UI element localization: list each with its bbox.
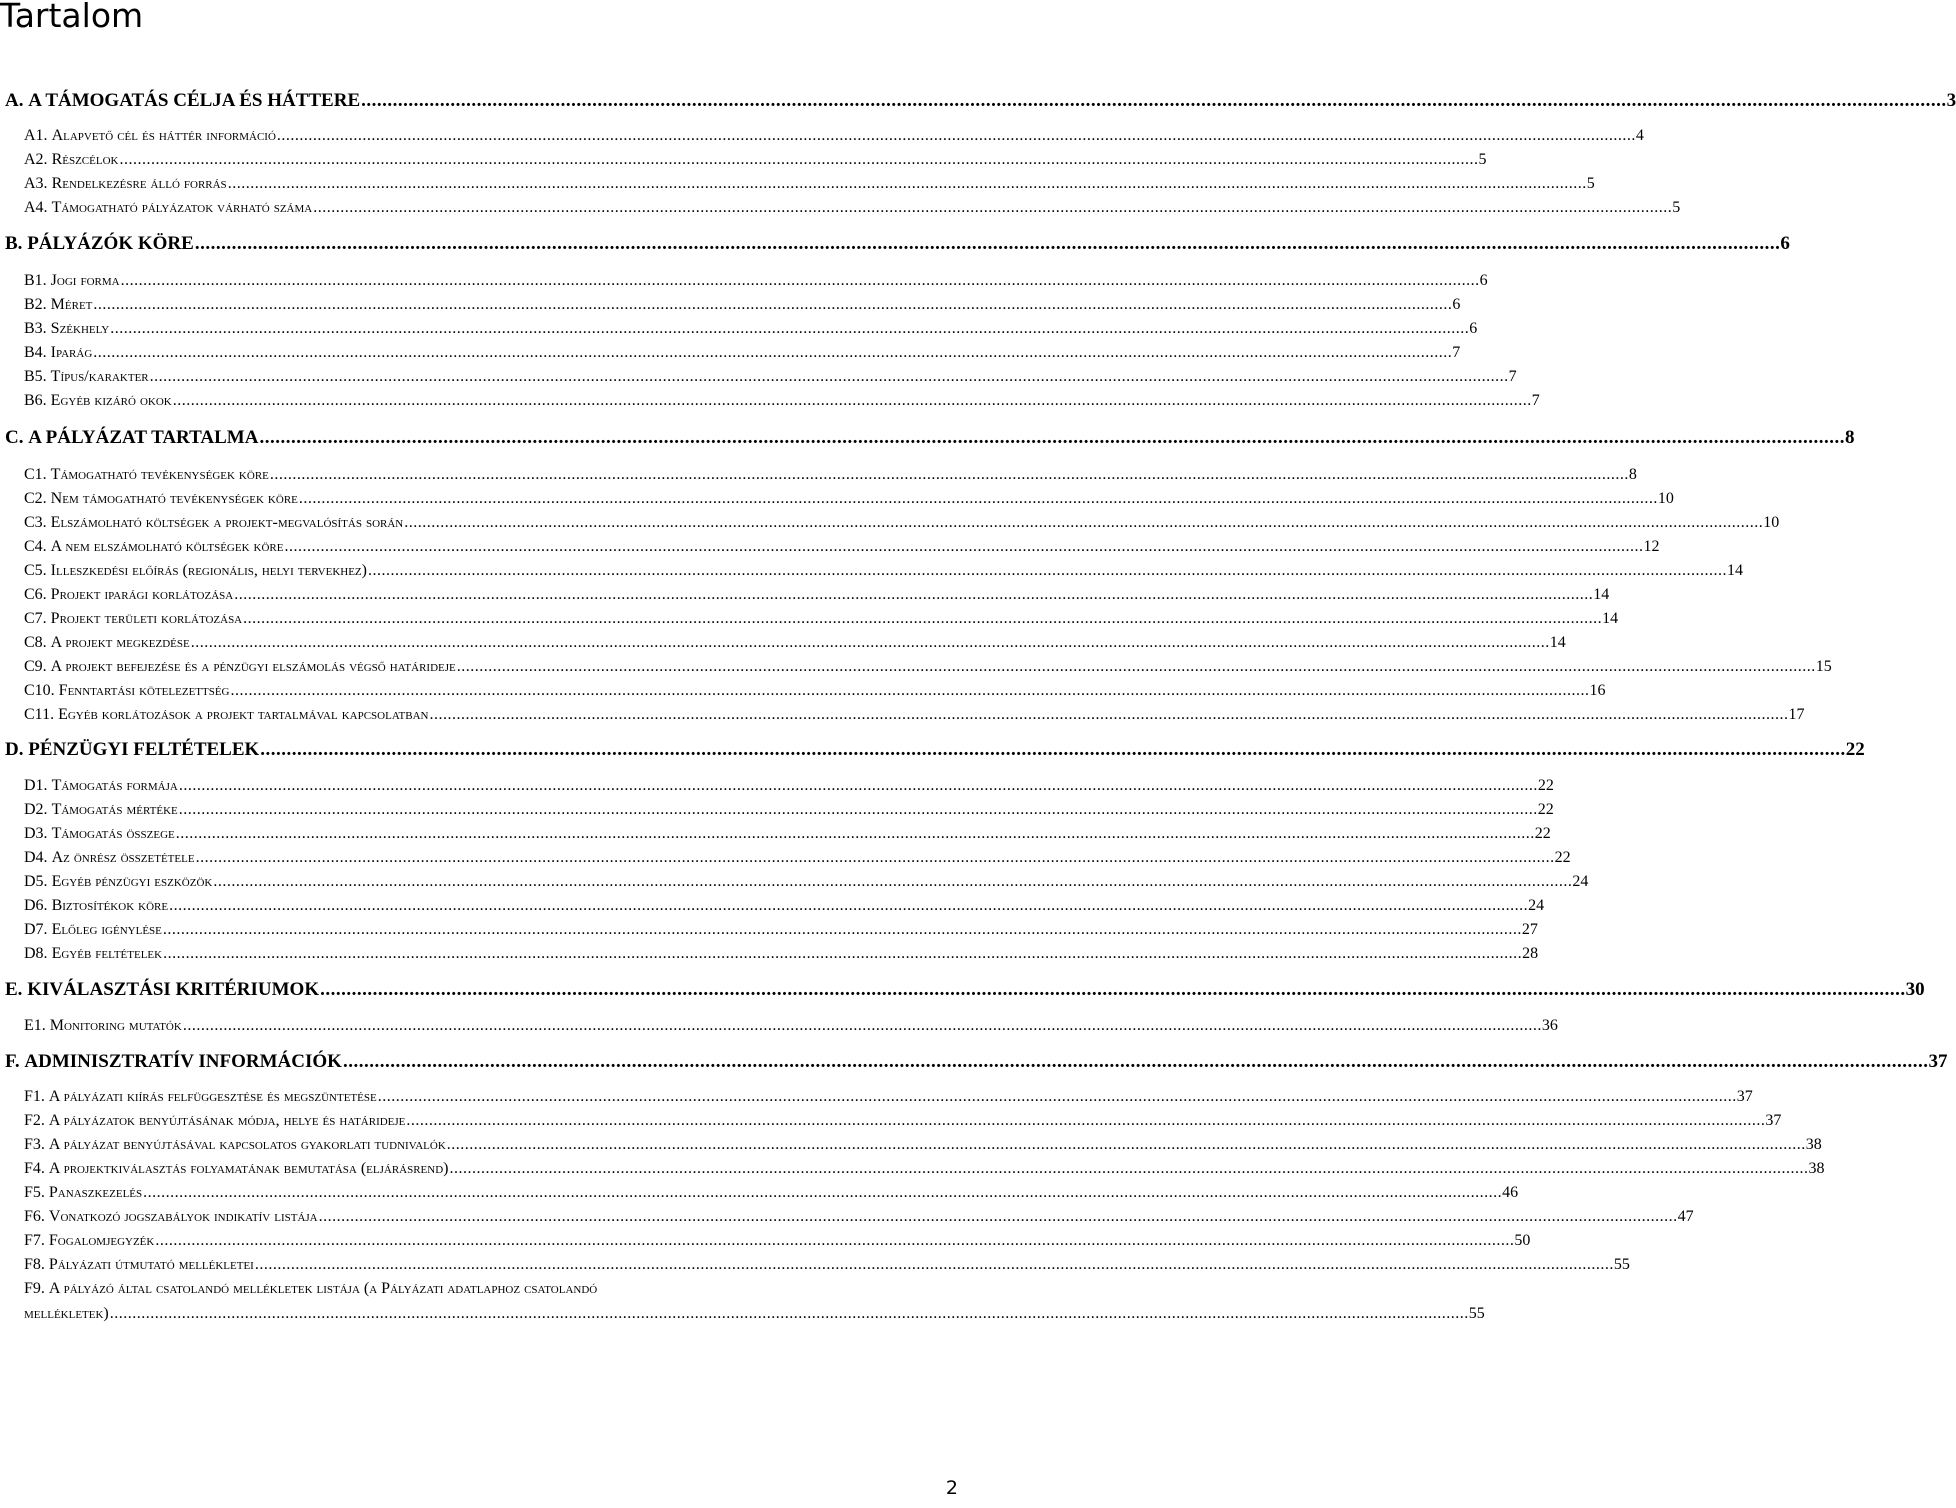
toc-entry-number: B4. (24, 344, 47, 361)
toc-entry-label: Pályázati útmutató mellékletei (48, 1256, 254, 1273)
toc-entry-label: Elszámolható költségek a projekt-megvalósítás során (50, 514, 404, 531)
toc-entry-label: Támogatás formája (51, 777, 178, 794)
toc-entry-label: Támogatható pályázatok várható száma (51, 199, 313, 216)
toc-entry-page: 5 (1672, 199, 1681, 216)
dot-leader (179, 776, 1538, 796)
toc-entry-a2[interactable] (24, 150, 1487, 170)
toc-entry-number: A. (5, 90, 24, 111)
toc-entry-d2[interactable] (24, 800, 1554, 820)
toc-entry-number: C5. (24, 562, 47, 579)
toc-entry-page: 55 (1468, 1305, 1485, 1322)
toc-entry-c9[interactable] (24, 657, 1832, 677)
toc-entry-page: 8 (1844, 427, 1855, 448)
toc-entry-label: A projekt megkezdése (50, 634, 190, 651)
toc-entry-a1[interactable] (24, 126, 1644, 146)
toc-entry-page: 37 (1765, 1112, 1782, 1129)
toc-entry-d3[interactable] (24, 824, 1551, 844)
toc-entry-page: 5 (1586, 175, 1595, 192)
toc-entry-c11[interactable] (24, 705, 1805, 725)
toc-entry-c2[interactable] (24, 489, 1674, 509)
toc-entry-number: F3. (24, 1136, 45, 1153)
toc-entry-label: Projekt területi korlátozása (50, 610, 243, 627)
toc-entry-page: 6 (1479, 272, 1488, 289)
toc-entry-page: 15 (1815, 658, 1832, 675)
toc-entry-label: Jogi forma (50, 272, 120, 289)
toc-entry-number: C4. (24, 538, 47, 555)
toc-entry-page: 14 (1726, 562, 1743, 579)
toc-entry-label: Típus/karakter (50, 368, 149, 385)
toc-entry-page: 6 (1469, 320, 1478, 337)
toc-entry-label: Székhely (50, 320, 110, 337)
dot-leader (93, 295, 1452, 315)
toc-entry-number: A2. (24, 151, 48, 168)
toc-entry-label: Fogalomjegyzék (48, 1232, 155, 1249)
toc-entry-number: F4. (24, 1160, 45, 1177)
toc-entry-number: C3. (24, 514, 47, 531)
toc-entry-d[interactable] (5, 739, 1865, 761)
dot-leader (285, 537, 1644, 557)
dot-leader (404, 513, 1763, 533)
toc-entry-label: A pályázat benyújtásával kapcsolatos gyakorlati tudnivalók (48, 1136, 446, 1153)
toc-entry-label: A nem elszámolható költségek köre (50, 538, 284, 555)
toc-entry-c3[interactable] (24, 513, 1780, 533)
toc-entry-page: 47 (1677, 1208, 1694, 1225)
toc-entry-number: A1. (24, 127, 48, 144)
dot-leader (231, 681, 1590, 701)
toc-entry-number: D5. (24, 873, 48, 890)
dot-leader (260, 739, 1846, 761)
toc-entry-page: 37 (1736, 1088, 1753, 1105)
page-title: Tartalom (0, 0, 144, 35)
dot-leader (259, 427, 1845, 449)
toc-entry-b6[interactable] (24, 391, 1540, 411)
toc-entry-label: Vonatkozó jogszabályok indikatív listája (48, 1208, 318, 1225)
toc-entry-number: F7. (24, 1232, 45, 1249)
toc-entry-page: 17 (1788, 706, 1805, 723)
page-number: 2 (945, 1477, 958, 1499)
toc-entry-number: E1. (24, 1017, 46, 1034)
toc-entry-b2[interactable] (24, 295, 1461, 315)
toc-entry-f4[interactable] (24, 1159, 1825, 1179)
toc-entry-number: B2. (24, 296, 47, 313)
toc-entry-label: Egyéb pénzügyi eszközök (51, 873, 213, 890)
toc-entry-label-continued: mellékletek) (24, 1305, 109, 1322)
toc-entry-page: 46 (1502, 1184, 1519, 1201)
toc-entry-number: C. (5, 427, 24, 448)
toc-entry-number: C9. (24, 658, 47, 675)
toc-entry-page: 36 (1541, 1017, 1558, 1034)
toc-entry-label: Részcélok (51, 151, 119, 168)
dot-leader (183, 1016, 1542, 1036)
toc-entry-page: 7 (1531, 392, 1540, 409)
dot-leader (213, 872, 1572, 892)
dot-leader (176, 824, 1535, 844)
toc-entry-label: Monitoring mutatók (49, 1017, 182, 1034)
toc-entry-c[interactable] (5, 427, 1855, 449)
toc-entry-f2[interactable] (24, 1111, 1782, 1131)
toc-entry-page: 28 (1522, 945, 1539, 962)
toc-entry-label: Méret (50, 296, 93, 313)
toc-entry-number: B5. (24, 368, 47, 385)
toc-entry-label: Alapvető cél és háttér információ (51, 127, 276, 144)
dot-leader (320, 979, 1906, 1001)
dot-leader (173, 391, 1532, 411)
dot-leader (430, 705, 1789, 725)
dot-leader (361, 90, 1947, 112)
toc-entry-a[interactable] (5, 90, 1956, 112)
toc-entry-a3[interactable] (24, 174, 1595, 194)
toc-entry-c5[interactable] (24, 561, 1743, 581)
toc-entry-c7[interactable] (24, 609, 1619, 629)
toc-entry-label: A PÁLYÁZAT TARTALMA (28, 427, 259, 448)
toc-entry-label: Projekt iparági korlátozása (50, 586, 234, 603)
toc-entry-page: 55 (1613, 1256, 1630, 1273)
toc-entry-number: F1. (24, 1088, 45, 1105)
toc-entry-page: 22 (1554, 849, 1571, 866)
toc-entry-page: 37 (1928, 1051, 1948, 1072)
toc-entry-b[interactable] (5, 233, 1790, 255)
toc-entry-label: KIVÁLASZTÁSI KRITÉRIUMOK (27, 979, 320, 1000)
toc-entry-f3[interactable] (24, 1135, 1822, 1155)
toc-entry-page: 50 (1514, 1232, 1531, 1249)
toc-entry-d8[interactable] (24, 944, 1539, 964)
dot-leader (163, 920, 1522, 940)
toc-entry-page: 10 (1657, 490, 1674, 507)
toc-entry-label: Rendelkezésre álló forrás (51, 175, 227, 192)
toc-entry-page: 24 (1528, 897, 1545, 914)
toc-entry-e1[interactable] (24, 1016, 1558, 1036)
dot-leader (343, 1051, 1929, 1073)
toc-entry-label: Támogatható tevékenységek köre (50, 466, 269, 483)
dot-leader (110, 319, 1469, 339)
toc-entry-page: 30 (1905, 979, 1925, 1000)
toc-entry-number: B6. (24, 392, 47, 409)
toc-entry-page: 27 (1521, 921, 1538, 938)
toc-entry-number: D. (5, 739, 24, 760)
dot-leader (319, 1207, 1678, 1227)
toc-entry-label: Panaszkezelés (48, 1184, 143, 1201)
toc-entry-number: B. (5, 233, 23, 254)
toc-entry-page: 14 (1549, 634, 1566, 651)
toc-entry-label: A TÁMOGATÁS CÉLJA ÉS HÁTTERE (28, 90, 361, 111)
toc-entry-c8[interactable] (24, 633, 1566, 653)
toc-entry-number: C7. (24, 610, 47, 627)
toc-entry-label: Egyéb feltételek (51, 945, 163, 962)
toc-entry-b4[interactable] (24, 343, 1461, 363)
toc-entry-label: Támogatás mértéke (51, 801, 178, 818)
toc-entry-d6[interactable] (24, 896, 1545, 916)
toc-entry-c4[interactable] (24, 537, 1660, 557)
toc-entry-page: 4 (1635, 127, 1644, 144)
toc-entry-page: 7 (1452, 344, 1461, 361)
toc-entry-number: D1. (24, 777, 48, 794)
dot-leader (143, 1183, 1502, 1203)
toc-entry-number: C11. (24, 706, 55, 723)
dot-leader (457, 657, 1816, 677)
toc-entry-label: Egyéb korlátozások a projekt tartalmával kapcsolatban (58, 706, 429, 723)
toc-entry-label: PÁLYÁZÓK KÖRE (27, 233, 194, 254)
dot-leader (406, 1111, 1765, 1131)
toc-entry-d5[interactable] (24, 872, 1589, 892)
dot-leader (179, 800, 1538, 820)
toc-entry-label: Illeszkedési előírás (regionális, helyi tervekhez) (50, 562, 367, 579)
dot-leader (93, 343, 1452, 363)
toc-entry-page: 7 (1508, 368, 1517, 385)
toc-entry-f7[interactable] (24, 1231, 1531, 1251)
dot-leader (169, 896, 1528, 916)
toc-entry-label: A projekt befejezése és a pénzügyi elszámolás végső határideje (50, 658, 456, 675)
toc-entry-number: C8. (24, 634, 47, 651)
toc-entry-page: 6 (1780, 233, 1790, 254)
toc-entry-a4[interactable] (24, 198, 1681, 218)
dot-leader (243, 609, 1602, 629)
dot-leader (447, 1135, 1806, 1155)
dot-leader (450, 1159, 1809, 1179)
toc-entry-page: 14 (1602, 610, 1619, 627)
toc-entry-page: 38 (1805, 1136, 1822, 1153)
toc-entry-page: 24 (1572, 873, 1589, 890)
toc-entry-page: 12 (1643, 538, 1660, 555)
toc-entry-f8[interactable] (24, 1255, 1630, 1275)
toc-entry-b1[interactable] (24, 271, 1488, 291)
toc-entry-number: C1. (24, 466, 47, 483)
dot-leader (277, 126, 1636, 146)
toc-entry-page: 38 (1808, 1160, 1825, 1177)
toc-entry-label: A pályázó által csatolandó mellékletek listája (a Pályázati adatlaphoz csatolandó (48, 1280, 598, 1297)
dot-leader (191, 633, 1550, 653)
dot-leader (155, 1231, 1514, 1251)
toc-entry-number: F6. (24, 1208, 45, 1225)
toc-entry-number: B3. (24, 320, 47, 337)
toc-entry-number: D6. (24, 897, 48, 914)
dot-leader (121, 271, 1480, 291)
toc-entry-label: A pályázatok benyújtásának módja, helye és határideje (48, 1112, 406, 1129)
toc-entry-label: Támogatás összege (51, 825, 175, 842)
toc-entry-label: Előleg igénylése (51, 921, 162, 938)
toc-entry-number: F9. (24, 1280, 45, 1297)
toc-entry-number: F5. (24, 1184, 45, 1201)
toc-entry-f6[interactable] (24, 1207, 1694, 1227)
dot-leader (234, 585, 1593, 605)
toc-entry-f9[interactable] (24, 1279, 1485, 1324)
toc-entry-c1[interactable] (24, 465, 1637, 485)
toc-entry-number: D3. (24, 825, 48, 842)
toc-entry-page: 6 (1452, 296, 1461, 313)
toc-entry-c10[interactable] (24, 681, 1606, 701)
toc-entry-number: D7. (24, 921, 48, 938)
toc-entry-page: 22 (1534, 825, 1551, 842)
toc-entry-number: A3. (24, 175, 48, 192)
dot-leader (299, 489, 1658, 509)
toc-entry-number: D4. (24, 849, 48, 866)
toc-entry-label: A projektkiválasztás folyamatának bemutatása (eljárásrend) (48, 1160, 449, 1177)
toc-entry-page: 5 (1478, 151, 1487, 168)
dot-leader (195, 233, 1781, 255)
toc-entry-f5[interactable] (24, 1183, 1519, 1203)
toc-entry-label: Biztosítékok köre (51, 897, 169, 914)
toc-entry-d4[interactable] (24, 848, 1571, 868)
toc-entry-number: E. (5, 979, 23, 1000)
dot-leader (270, 465, 1629, 485)
toc-entry-b3[interactable] (24, 319, 1478, 339)
dot-leader (150, 367, 1509, 387)
toc-entry-f[interactable] (5, 1051, 1948, 1073)
toc-entry-number: C6. (24, 586, 47, 603)
dot-leader (378, 1087, 1737, 1107)
toc-entry-number: B1. (24, 272, 47, 289)
toc-entry-number: A4. (24, 199, 48, 216)
toc-entry-d7[interactable] (24, 920, 1538, 940)
toc-entry-label: Fenntartási kötelezettség (58, 682, 230, 699)
toc-entry-page: 16 (1589, 682, 1606, 699)
toc-entry-label: ADMINISZTRATÍV INFORMÁCIÓK (24, 1051, 342, 1072)
toc-entry-number: C10. (24, 682, 55, 699)
toc-entry-c6[interactable] (24, 585, 1610, 605)
toc-entry-label: PÉNZÜGYI FELTÉTELEK (28, 739, 260, 760)
toc-entry-number: D2. (24, 801, 48, 818)
toc-entry-number: F2. (24, 1112, 45, 1129)
toc-entry-label: Egyéb kizáró okok (50, 392, 172, 409)
dot-leader (368, 561, 1727, 581)
toc-entry-number: D8. (24, 945, 48, 962)
dot-leader (163, 944, 1522, 964)
toc-entry-f1[interactable] (24, 1087, 1753, 1107)
toc-entry-page: 10 (1763, 514, 1780, 531)
dot-leader (196, 848, 1555, 868)
dot-leader (119, 150, 1478, 170)
dot-leader (228, 174, 1587, 194)
toc-entry-page: 8 (1628, 466, 1637, 483)
toc-entry-number: C2. (24, 490, 47, 507)
toc-entry-number: F. (5, 1051, 20, 1072)
toc-entry-page: 22 (1537, 777, 1554, 794)
dot-leader (313, 198, 1672, 218)
toc-entry-d1[interactable] (24, 776, 1554, 796)
toc-entry-page: 14 (1593, 586, 1610, 603)
toc-entry-label: Az önrész összetétele (51, 849, 195, 866)
dot-leader (110, 1304, 1469, 1324)
toc-entry-e[interactable] (5, 979, 1925, 1001)
toc-entry-number: F8. (24, 1256, 45, 1273)
toc-entry-b5[interactable] (24, 367, 1517, 387)
dot-leader (255, 1255, 1614, 1275)
toc-entry-label: Iparág (50, 344, 93, 361)
toc-entry-page: 3 (1946, 90, 1956, 111)
toc-entry-page: 22 (1845, 739, 1865, 760)
toc-entry-label: Nem támogatható tevékenységek köre (50, 490, 298, 507)
toc-entry-page: 22 (1537, 801, 1554, 818)
toc-entry-label: A pályázati kiírás felfüggesztése és megszüntetése (48, 1088, 377, 1105)
